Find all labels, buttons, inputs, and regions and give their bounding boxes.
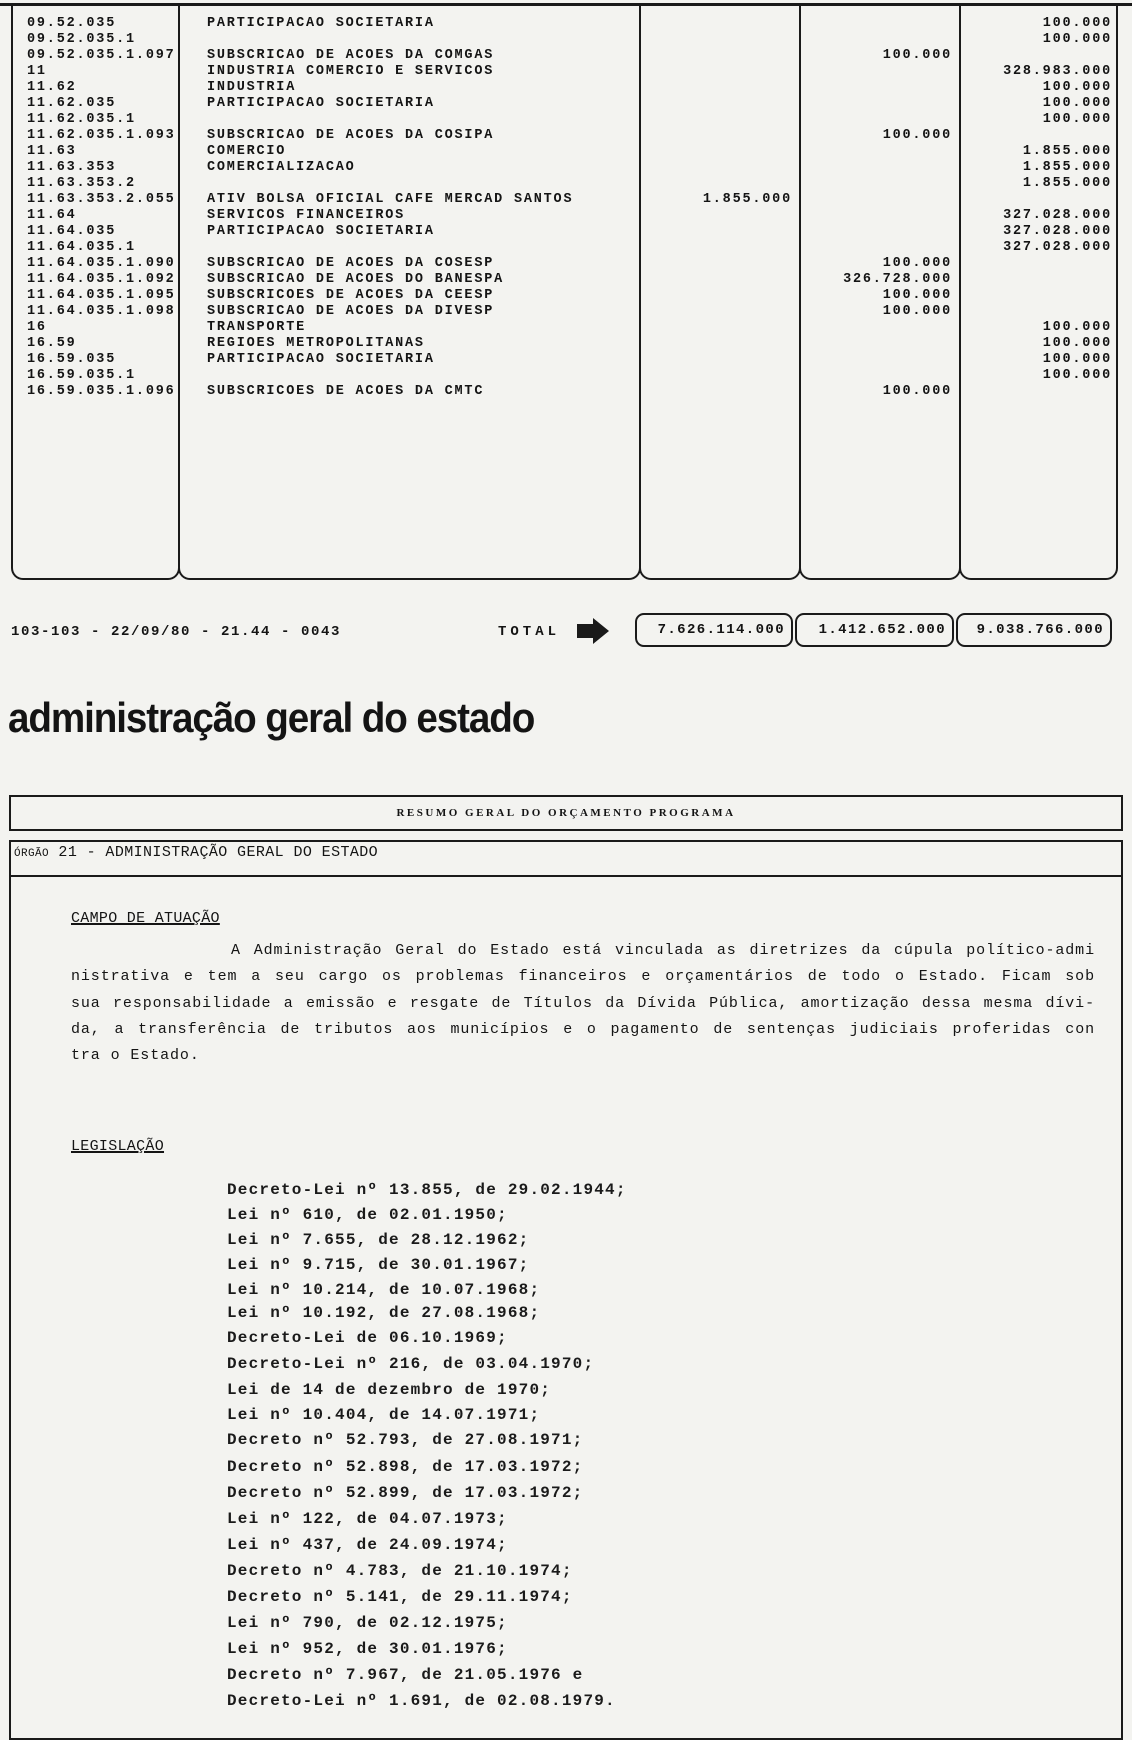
value-col-3: 1.855.000: [1022, 144, 1112, 159]
table-row: [11, 128, 1118, 144]
account-code: 11.63.353.2: [27, 176, 136, 191]
campo-line-4: da, a transferência de tributos aos municípios e o pagamento de sentenças judiciais proferidas con: [71, 1021, 1095, 1038]
table-row: [11, 320, 1118, 336]
account-code: 11.62.035.1: [27, 112, 136, 127]
account-code: 11.64: [27, 208, 77, 223]
legislation-item: Lei nº 9.715, de 30.01.1967;: [227, 1256, 530, 1274]
table-row: [11, 352, 1118, 368]
legislation-item: Lei nº 7.655, de 28.12.1962;: [227, 1231, 530, 1249]
legislation-item: Lei nº 10.214, de 10.07.1968;: [227, 1281, 541, 1299]
table-row: [11, 176, 1118, 192]
account-description: SUBSCRICAO DE ACOES DA DIVESP: [207, 304, 495, 319]
account-description: COMERCIO: [207, 144, 287, 159]
legislation-item: Lei nº 610, de 02.01.1950;: [227, 1206, 508, 1224]
account-description: ATIV BOLSA OFICIAL CAFE MERCAD SANTOS: [207, 192, 574, 207]
value-col-1: 1.855.000: [702, 192, 792, 207]
value-col-3: 1.855.000: [1022, 176, 1112, 191]
table-row: [11, 224, 1118, 240]
table-row: [11, 384, 1118, 400]
account-description: SUBSCRICAO DE ACOES DA COSESP: [207, 256, 495, 271]
account-code: 11.64.035.1: [27, 240, 136, 255]
value-col-2: 100.000: [882, 256, 952, 271]
account-description: SUBSCRICAO DE ACOES DA COMGAS: [207, 48, 495, 63]
account-code: 11.63: [27, 144, 77, 159]
legislacao-heading: LEGISLAÇÃO: [71, 1138, 165, 1155]
table-row: [11, 48, 1118, 64]
table-row: [11, 288, 1118, 304]
value-col-3: 327.028.000: [1003, 224, 1112, 239]
table-row: [11, 208, 1118, 224]
account-code: 11.64.035: [27, 224, 117, 239]
table-row: [11, 96, 1118, 112]
value-col-2: 100.000: [882, 288, 952, 303]
table-row: [11, 32, 1118, 48]
account-code: 11.64.035.1.092: [27, 272, 176, 287]
account-description: REGIOES METROPOLITANAS: [207, 336, 425, 351]
budget-table: [11, 6, 1118, 580]
legislation-item: Decreto-Lei nº 216, de 03.04.1970;: [227, 1355, 595, 1373]
total-label: TOTAL: [498, 624, 561, 640]
value-col-2: 100.000: [882, 304, 952, 319]
value-col-2: 100.000: [882, 128, 952, 143]
account-description: PARTICIPACAO SOCIETARIA: [207, 96, 435, 111]
table-row: [11, 64, 1118, 80]
account-code: 16: [27, 320, 47, 335]
table-row: [11, 192, 1118, 208]
account-code: 16.59.035.1: [27, 368, 136, 383]
campo-line-2: nistrativa e tem a seu cargo os problemas financeiros e orçamentários de todo o Estado. Ficam sob: [71, 968, 1095, 985]
orgao-divider: [9, 875, 1123, 877]
value-col-3: 100.000: [1042, 112, 1112, 127]
report-id: 103-103 - 22/09/80 - 21.44 - 0043: [11, 624, 342, 640]
legislation-item: Decreto nº 52.898, de 17.03.1972;: [227, 1458, 584, 1476]
value-col-3: 327.028.000: [1003, 240, 1112, 255]
account-code: 11.62.035: [27, 96, 117, 111]
value-col-2: 100.000: [882, 48, 952, 63]
resumo-title: RESUMO GERAL DO ORÇAMENTO PROGRAMA: [9, 795, 1123, 831]
legislation-item: Decreto-Lei nº 1.691, de 02.08.1979.: [227, 1692, 616, 1710]
arrow-right-icon: [575, 618, 611, 644]
table-row: [11, 336, 1118, 352]
value-col-3: 100.000: [1042, 368, 1112, 383]
value-col-2: 100.000: [882, 384, 952, 399]
value-col-3: 100.000: [1042, 336, 1112, 351]
account-code: 11: [27, 64, 47, 79]
table-row: [11, 368, 1118, 384]
value-col-3: 100.000: [1042, 16, 1112, 31]
account-description: SUBSCRICOES DE ACOES DA CEESP: [207, 288, 495, 303]
account-description: INDUSTRIA: [207, 80, 297, 95]
legislation-item: Lei nº 952, de 30.01.1976;: [227, 1640, 508, 1658]
account-code: 11.63.353: [27, 160, 117, 175]
account-code: 11.64.035.1.098: [27, 304, 176, 319]
legislation-item: Decreto-Lei de 06.10.1969;: [227, 1329, 508, 1347]
campo-heading: CAMPO DE ATUAÇÃO: [71, 910, 220, 927]
account-description: TRANSPORTE: [207, 320, 307, 335]
account-description: SUBSCRICAO DE ACOES DA COSIPA: [207, 128, 495, 143]
legislation-item: Decreto nº 4.783, de 21.10.1974;: [227, 1562, 573, 1580]
table-row: [11, 16, 1118, 32]
value-col-3: 100.000: [1042, 320, 1112, 335]
legislation-item: Decreto-Lei nº 13.855, de 29.02.1944;: [227, 1181, 627, 1199]
table-row: [11, 144, 1118, 160]
value-col-3: 100.000: [1042, 96, 1112, 111]
section-title: administração geral do estado: [8, 694, 535, 741]
table-row: [11, 112, 1118, 128]
campo-line-1: A Administração Geral do Estado está vinculada as diretrizes da cúpula político-admi: [231, 942, 1095, 959]
value-col-3: 327.028.000: [1003, 208, 1112, 223]
account-code: 16.59.035.1.096: [27, 384, 176, 399]
orgao-label: [14, 844, 378, 861]
legislation-item: Decreto nº 52.899, de 17.03.1972;: [227, 1484, 584, 1502]
total-value-3: 9.038.766.000: [956, 613, 1112, 647]
total-value-2: 1.412.652.000: [795, 613, 954, 647]
total-value-1: 7.626.114.000: [635, 613, 793, 647]
account-description: SUBSCRICAO DE ACOES DO BANESPA: [207, 272, 505, 287]
account-code: 16.59.035: [27, 352, 117, 367]
account-code: 09.52.035.1.097: [27, 48, 176, 63]
account-code: 09.52.035.1: [27, 32, 136, 47]
table-row: [11, 80, 1118, 96]
legislation-item: Decreto nº 52.793, de 27.08.1971;: [227, 1431, 584, 1449]
account-description: COMERCIALIZACAO: [207, 160, 356, 175]
account-description: SERVICOS FINANCEIROS: [207, 208, 406, 223]
account-code: 11.62.035.1.093: [27, 128, 176, 143]
table-row: [11, 272, 1118, 288]
legislation-item: Lei de 14 de dezembro de 1970;: [227, 1381, 552, 1399]
account-code: 09.52.035: [27, 16, 117, 31]
account-code: 11.63.353.2.055: [27, 192, 176, 207]
legislation-item: Lei nº 437, de 24.09.1974;: [227, 1536, 508, 1554]
account-description: INDUSTRIA COMERCIO E SERVICOS: [207, 64, 495, 79]
legislation-item: Decreto nº 5.141, de 29.11.1974;: [227, 1588, 573, 1606]
table-row: [11, 256, 1118, 272]
account-description: SUBSCRICOES DE ACOES DA CMTC: [207, 384, 485, 399]
orgao-prefix: ÓRGÃO: [14, 848, 50, 860]
value-col-3: 100.000: [1042, 32, 1112, 47]
legislation-item: Decreto nº 7.967, de 21.05.1976 e: [227, 1666, 584, 1684]
value-col-3: 100.000: [1042, 352, 1112, 367]
value-col-3: 100.000: [1042, 80, 1112, 95]
table-row: [11, 240, 1118, 256]
campo-line-3: sua responsabilidade a emissão e resgate de Títulos da Dívida Pública, amortização dessa mesma dívi-: [71, 995, 1095, 1012]
account-description: PARTICIPACAO SOCIETARIA: [207, 352, 435, 367]
legislation-item: Lei nº 122, de 04.07.1973;: [227, 1510, 508, 1528]
account-code: 16.59: [27, 336, 77, 351]
campo-line-5: tra o Estado.: [71, 1047, 200, 1064]
account-code: 11.62: [27, 80, 77, 95]
legislation-item: Lei nº 10.192, de 27.08.1968;: [227, 1304, 541, 1322]
value-col-3: 328.983.000: [1003, 64, 1112, 79]
table-row: [11, 304, 1118, 320]
legislation-item: Lei nº 10.404, de 14.07.1971;: [227, 1406, 541, 1424]
value-col-3: 1.855.000: [1022, 160, 1112, 175]
table-row: [11, 160, 1118, 176]
value-col-2: 326.728.000: [843, 272, 952, 287]
account-description: PARTICIPACAO SOCIETARIA: [207, 224, 435, 239]
account-code: 11.64.035.1.090: [27, 256, 176, 271]
orgao-name: 21 - ADMINISTRAÇÃO GERAL DO ESTADO: [58, 844, 379, 861]
account-description: PARTICIPACAO SOCIETARIA: [207, 16, 435, 31]
legislation-item: Lei nº 790, de 02.12.1975;: [227, 1614, 508, 1632]
account-code: 11.64.035.1.095: [27, 288, 176, 303]
